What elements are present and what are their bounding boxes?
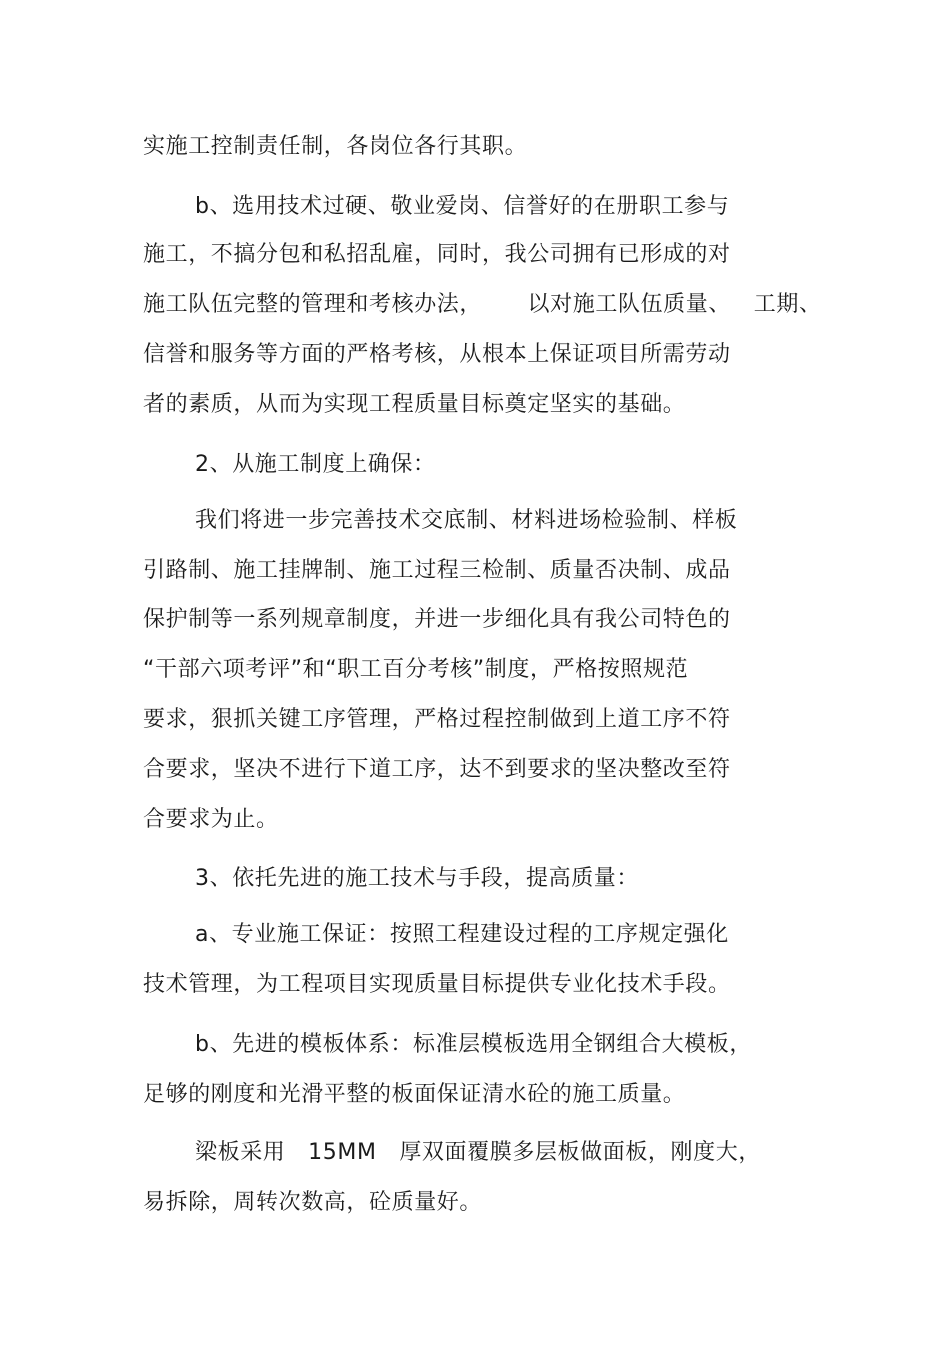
paragraph-line: 梁板采用 15MM 厚双面覆膜多层板做面板，刚度大， (195, 1140, 761, 1165)
paragraph-line: 我们将进一步完善技术交底制、材料进场检验制、样板 (195, 508, 738, 533)
paragraph-line: “干部六项考评”和“职工百分考核”制度，严格按照规范 (143, 657, 689, 682)
paragraph-line: b、先进的模板体系：标准层模板选用全钢组合大模板， (195, 1032, 752, 1057)
paragraph-line: 足够的刚度和光滑平整的板面保证清水砼的施工质量。 (143, 1082, 686, 1107)
paragraph-line: b、选用技术过硬、敬业爱岗、信誉好的在册职工参与 (195, 194, 730, 219)
paragraph-line: 信誉和服务等方面的严格考核，从根本上保证项目所需劳动 (143, 342, 731, 367)
paragraph-line: a、专业施工保证：按照工程建设过程的工序规定强化 (195, 922, 729, 947)
paragraph-line: 保护制等一系列规章制度，并进一步细化具有我公司特色的 (143, 607, 731, 632)
paragraph-line: 合要求为止。 (143, 807, 279, 832)
paragraph-line: 易拆除，周转次数高，砼质量好。 (143, 1190, 483, 1215)
paragraph-line: 者的素质，从而为实现工程质量目标奠定坚实的基础。 (143, 392, 686, 417)
paragraph-line: 施工队伍完整的管理和考核办法， 以对施工队伍质量、 工期、 (143, 292, 822, 317)
section-heading: 3、依托先进的施工技术与手段，提高质量： (195, 866, 639, 891)
section-heading: 2、从施工制度上确保： (195, 452, 436, 477)
paragraph-line: 技术管理，为工程项目实现质量目标提供专业化技术手段。 (143, 972, 731, 997)
paragraph-line: 要求，狠抓关键工序管理，严格过程控制做到上道工序不符 (143, 707, 731, 732)
paragraph-line: 施工，不搞分包和私招乱雇，同时，我公司拥有已形成的对 (143, 242, 731, 267)
paragraph-line: 引路制、施工挂牌制、施工过程三检制、质量否决制、成品 (143, 558, 731, 583)
paragraph-line: 合要求，坚决不进行下道工序，达不到要求的坚决整改至符 (143, 757, 731, 782)
paragraph-line: 实施工控制责任制，各岗位各行其职。 (143, 134, 528, 159)
